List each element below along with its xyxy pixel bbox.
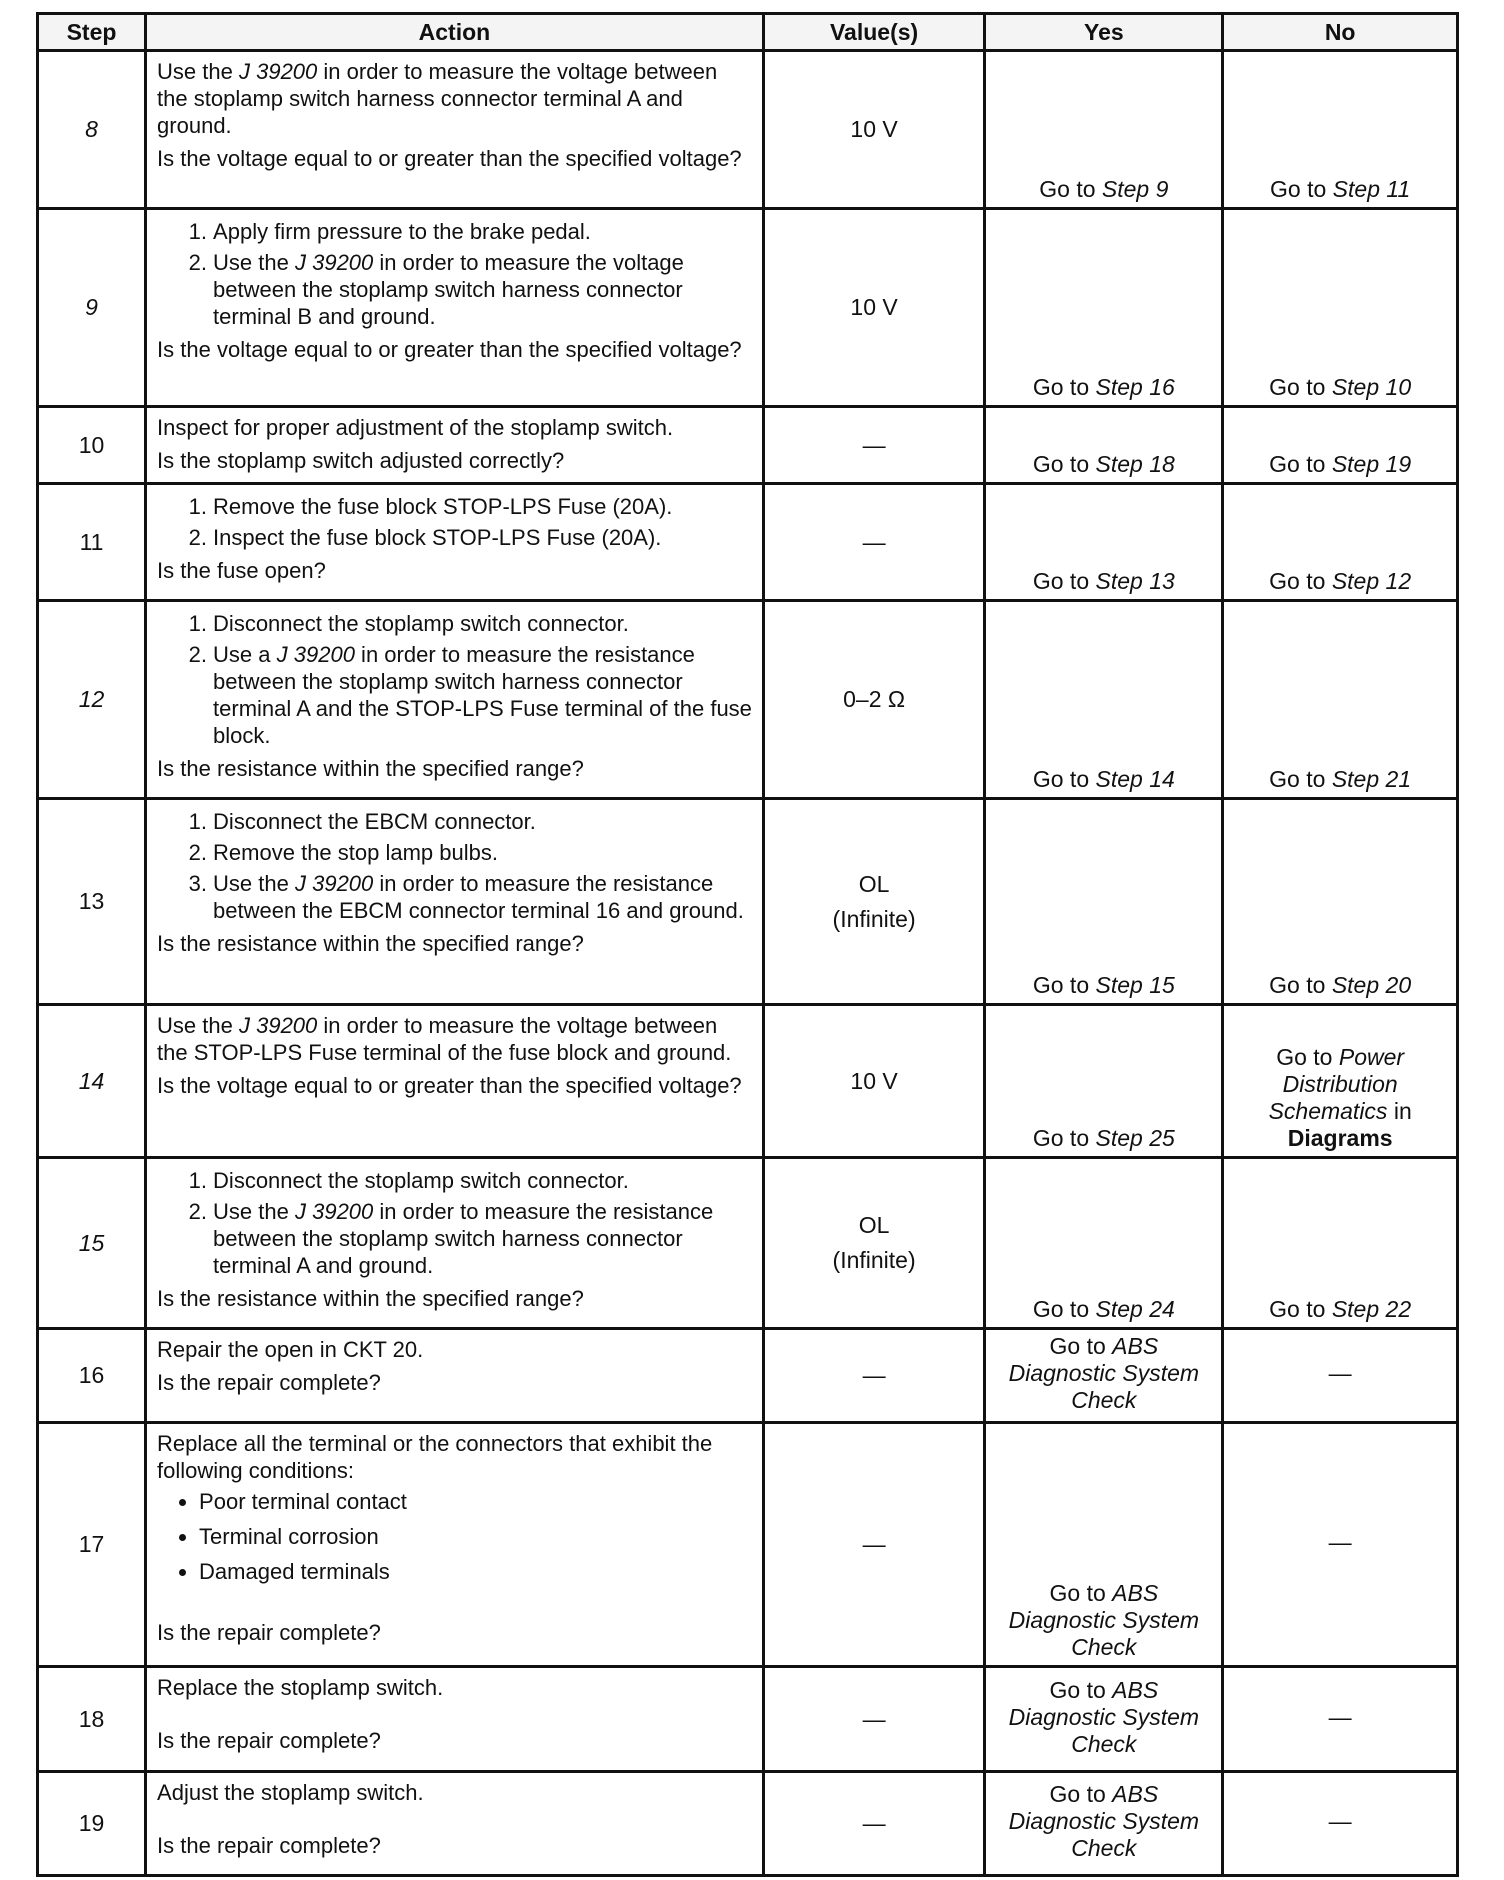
header-yes: Yes [985, 14, 1223, 51]
action-cell [146, 1329, 764, 1423]
yes-cell: Go to Step 13 [985, 484, 1223, 601]
no-cell: — [1223, 1772, 1458, 1876]
question: Is the stoplamp switch adjusted correctly? [157, 448, 565, 473]
diagnostic-table [36, 12, 1459, 1877]
value-cell: — [763, 407, 985, 484]
list-item: 1. Disconnect the EBCM connector. [213, 808, 754, 835]
list-item: 3. Use the J 39200 in order to measure the resistance between the EBCM connector terminal 16 and ground. [213, 870, 754, 924]
step-number: 12 [38, 601, 146, 799]
step-link[interactable]: Step 22 [1331, 1296, 1412, 1322]
action-text: Inspect for proper adjustment of the stoplamp switch. [157, 415, 674, 440]
yes-cell: Go to Step 24 [985, 1158, 1223, 1329]
list-item: 2. Use a J 39200 in order to measure the resistance between the stoplamp switch harness connector terminal A and the STOP-LPS Fuse terminal of the fuse block. [213, 641, 754, 749]
no-cell: Go to Step 20 [1223, 799, 1458, 1005]
step-number: 15 [38, 1158, 146, 1329]
table-row [38, 209, 1458, 407]
list-item: • Poor terminal contact [199, 1488, 754, 1515]
list-item: 1. Remove the fuse block STOP-LPS Fuse (20A). [213, 493, 754, 520]
table-row [38, 1423, 1458, 1667]
step-number: 16 [38, 1329, 146, 1423]
value-cell: 10 V [763, 1005, 985, 1158]
header-step: Step [38, 14, 146, 51]
step-link[interactable]: Step 12 [1331, 568, 1412, 594]
step-link[interactable]: Step 21 [1331, 766, 1412, 792]
action-cell [146, 1158, 764, 1329]
header-values: Value(s) [763, 14, 985, 51]
value-cell: OL (Infinite) [763, 1158, 985, 1329]
step-number: 17 [38, 1423, 146, 1667]
abs-link[interactable]: ABS Diagnostic System Check [1008, 1676, 1200, 1757]
no-cell: Go to Step 11 [1223, 51, 1458, 209]
list-item: 2. Use the J 39200 in order to measure the resistance between the stoplamp switch harness connector terminal A and ground. [213, 1198, 754, 1279]
value-cell: 10 V [763, 51, 985, 209]
question: Is the repair complete? [157, 1370, 381, 1395]
value-cell: — [763, 1423, 985, 1667]
table-row [38, 1329, 1458, 1423]
value-cell: — [763, 484, 985, 601]
table-row [38, 407, 1458, 484]
action-cell [146, 209, 764, 407]
no-cell: Go to Power Distribution Schematics in Diagrams [1223, 1005, 1458, 1158]
list-item: 1. Disconnect the stoplamp switch connector. [213, 610, 754, 637]
yes-cell: Go to Step 25 [985, 1005, 1223, 1158]
action-cell [146, 601, 764, 799]
step-link[interactable]: Step 24 [1095, 1296, 1175, 1322]
value-cell: OL (Infinite) [763, 799, 985, 1005]
question: Is the resistance within the specified range? [157, 756, 584, 781]
header-action: Action [146, 14, 764, 51]
step-link[interactable]: Step 13 [1095, 568, 1175, 594]
step-link[interactable]: Step 14 [1095, 766, 1175, 792]
action-cell [146, 799, 764, 1005]
power-distribution-link[interactable]: Power Distribution Schematics [1268, 1044, 1405, 1124]
yes-cell: Go to ABS Diagnostic System Check [985, 1772, 1223, 1876]
no-cell: — [1223, 1667, 1458, 1772]
list-item: 2. Inspect the fuse block STOP-LPS Fuse (20A). [213, 524, 754, 551]
abs-link[interactable]: ABS Diagnostic System Check [1008, 1333, 1200, 1413]
yes-cell: Go to Step 15 [985, 799, 1223, 1005]
question: Is the voltage equal to or greater than the specified voltage? [157, 146, 742, 171]
table-row [38, 1005, 1458, 1158]
yes-cell: Go to Step 18 [985, 407, 1223, 484]
no-cell: Go to Step 12 [1223, 484, 1458, 601]
step-number: 8 [38, 51, 146, 209]
table-row [38, 1667, 1458, 1772]
question: Is the repair complete? [157, 1620, 381, 1645]
no-cell: — [1223, 1423, 1458, 1667]
list-item: • Damaged terminals [199, 1558, 754, 1585]
action-text: Replace all the terminal or the connectors that exhibit the following conditions: [157, 1431, 713, 1483]
step-number: 18 [38, 1667, 146, 1772]
step-link[interactable]: Step 19 [1331, 451, 1412, 477]
action-text: Replace the stoplamp switch. [157, 1675, 444, 1700]
step-link[interactable]: Step 18 [1095, 451, 1175, 477]
action-cell [146, 51, 764, 209]
list-item: 2. Remove the stop lamp bulbs. [213, 839, 754, 866]
step-link[interactable]: Step 15 [1095, 972, 1175, 998]
header-no: No [1223, 14, 1458, 51]
yes-cell: Go to ABS Diagnostic System Check [985, 1329, 1223, 1423]
question: Is the resistance within the specified range? [157, 931, 584, 956]
action-cell [146, 407, 764, 484]
value-cell: 10 V [763, 209, 985, 407]
tool-name: J 39200 [238, 59, 318, 84]
step-number: 11 [38, 484, 146, 601]
abs-link[interactable]: ABS Diagnostic System Check [1008, 1781, 1200, 1861]
table-row [38, 484, 1458, 601]
action-cell [146, 1772, 764, 1876]
table-row [38, 601, 1458, 799]
step-link[interactable]: Step 25 [1095, 1125, 1175, 1151]
list-item: 1. Disconnect the stoplamp switch connector. [213, 1167, 754, 1194]
yes-cell: Go to Step 9 [985, 51, 1223, 209]
question: Is the resistance within the specified range? [157, 1286, 584, 1311]
yes-cell: Go to ABS Diagnostic System Check [985, 1423, 1223, 1667]
value-cell: — [763, 1329, 985, 1423]
step-link[interactable]: Step 11 [1332, 176, 1411, 202]
action-text: Use the [157, 59, 239, 84]
no-cell: Go to Step 19 [1223, 407, 1458, 484]
abs-link[interactable]: ABS Diagnostic System Check [1008, 1580, 1200, 1660]
action-text: Adjust the stoplamp switch. [157, 1780, 424, 1805]
table-row [38, 799, 1458, 1005]
value-cell: 0–2 Ω [763, 601, 985, 799]
yes-cell: Go to Step 16 [985, 209, 1223, 407]
action-cell [146, 484, 764, 601]
value-cell: — [763, 1772, 985, 1876]
header-row [38, 14, 1458, 51]
action-cell [146, 1667, 764, 1772]
step-number: 9 [38, 209, 146, 407]
step-link[interactable]: Step 16 [1095, 374, 1175, 400]
step-number: 10 [38, 407, 146, 484]
no-cell: — [1223, 1329, 1458, 1423]
step-number: 14 [38, 1005, 146, 1158]
yes-cell: Go to Step 14 [985, 601, 1223, 799]
list-item: 2. Use the J 39200 in order to measure the voltage between the stoplamp switch harness connector terminal B and ground. [213, 249, 754, 330]
question: Is the fuse open? [157, 558, 326, 583]
no-cell: Go to Step 10 [1223, 209, 1458, 407]
list-item: 1. Apply firm pressure to the brake pedal. [213, 218, 754, 245]
question: Is the voltage equal to or greater than the specified voltage? [157, 337, 742, 362]
question: Is the repair complete? [157, 1833, 381, 1858]
step-link[interactable]: Step 9 [1101, 176, 1169, 202]
question: Is the repair complete? [157, 1728, 381, 1753]
step-number: 19 [38, 1772, 146, 1876]
action-text: in order to measure the voltage between the stoplamp switch harness connector terminal A and ground. [157, 59, 718, 138]
list-item: • Terminal corrosion [199, 1523, 754, 1550]
table-row [38, 1772, 1458, 1876]
no-cell: Go to Step 22 [1223, 1158, 1458, 1329]
action-cell: Use the J 39200 in order to measure the voltage between the STOP-LPS Fuse terminal of the fuse block and ground. Is the voltage equal to or greater than the specified voltage? [146, 1005, 764, 1158]
value-cell: — [763, 1667, 985, 1772]
action-text: Repair the open in CKT 20. [157, 1337, 424, 1362]
step-number: 13 [38, 799, 146, 1005]
table-row [38, 1158, 1458, 1329]
step-link[interactable]: Step 20 [1331, 972, 1412, 998]
no-cell: Go to Step 21 [1223, 601, 1458, 799]
table-row [38, 51, 1458, 209]
step-link[interactable]: Step 10 [1331, 374, 1412, 400]
question: Is the voltage equal to or greater than the specified voltage? [157, 1073, 742, 1098]
yes-cell: Go to ABS Diagnostic System Check [985, 1667, 1223, 1772]
action-cell [146, 1423, 764, 1667]
